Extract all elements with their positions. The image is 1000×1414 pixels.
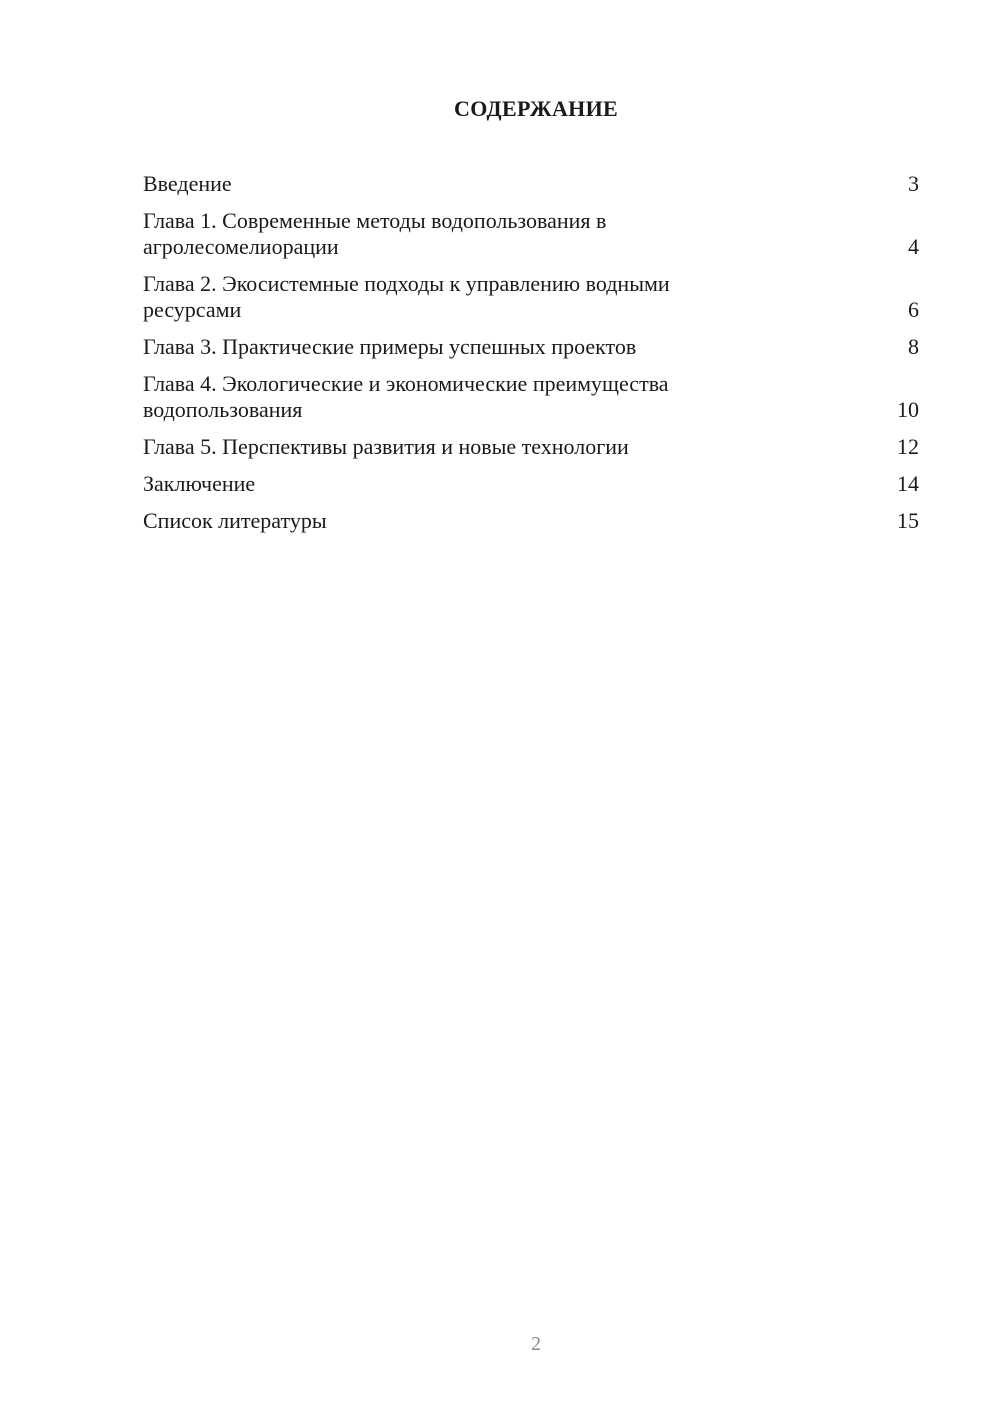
- toc-entry-page: 15: [897, 508, 919, 533]
- toc-entry-introduction: [143, 171, 919, 197]
- toc-entry-page: 8: [908, 334, 919, 359]
- toc-entry-label: Заключение: [143, 471, 256, 496]
- page-number: 2: [531, 1333, 541, 1355]
- toc-entry-page: 14: [897, 471, 919, 496]
- toc-entry-label: Список литературы: [143, 508, 327, 533]
- toc-entry-chapter-4: [143, 371, 919, 423]
- toc-entry-label: Введение: [143, 171, 232, 196]
- toc-entry-references: [143, 508, 919, 534]
- toc-entry-label: Глава 2. Экосистемные подходы к управлению водными ресурсами: [143, 271, 670, 322]
- toc-entry-page: 3: [908, 171, 919, 196]
- toc-entry-label: Глава 4. Экологические и экономические преимущества водопользования: [143, 371, 669, 422]
- toc-entry-chapter-2: [143, 271, 919, 323]
- toc-title: СОДЕРЖАНИЕ: [454, 96, 618, 121]
- toc-entry-label: Глава 1. Современные методы водопользования в агролесомелиорации: [143, 208, 607, 259]
- toc-entry-page: 12: [897, 434, 919, 459]
- toc-entry-label: Глава 3. Практические примеры успешных проектов: [143, 334, 637, 359]
- toc-entry-conclusion: [143, 471, 919, 497]
- toc-entry-label: Глава 5. Перспективы развития и новые технологии: [143, 434, 629, 459]
- toc-entry-page: 10: [897, 397, 919, 422]
- toc-entry-chapter-5: [143, 434, 919, 460]
- table-of-contents: [143, 171, 919, 545]
- toc-entry-chapter-1: [143, 208, 919, 260]
- toc-entry-page: 6: [908, 297, 919, 322]
- toc-entry-chapter-3: [143, 334, 919, 360]
- toc-entry-page: 4: [908, 234, 919, 259]
